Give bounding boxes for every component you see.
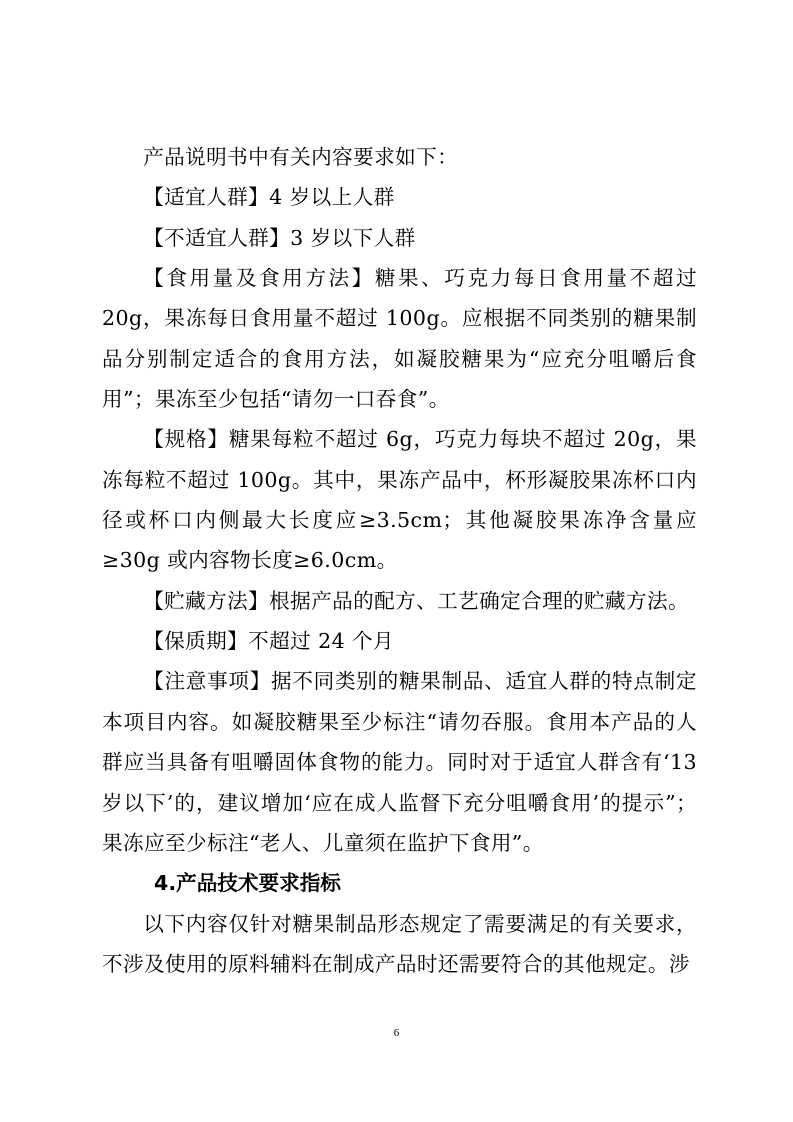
specification-paragraph: 【规格】糖果每粒不超过 6g，巧克力每块不超过 20g，果冻每粒不超过 100g。其中，果冻产品中，杯形凝胶果冻杯口内径或杯口内侧最大长度应≥3.5cm；其他凝胶果冻净含量应≥30g 或内容物长度≥6.0cm。 [102,427,697,573]
page-number: 6 [393,1027,400,1039]
unsuitable-population-paragraph: 【不适宜人群】3 岁以下人群 [143,225,416,250]
precautions-paragraph: 【注意事项】据不同类别的糖果制品、适宜人群的特点制定本项目内容。如凝胶糖果至少标注“请勿吞服。食用本产品的人群应当具备有咀嚼固体食物的能力。同时对于适宜人群含有‘13 岁以下’的，建议增加‘应在成人监督下充分咀嚼食用’的提示”；果冻应至少标注“老人、儿童须在监护下食用”。 [102,669,697,855]
page-body [102,137,697,984]
intro-paragraph: 产品说明书中有关内容要求如下： [143,145,459,169]
closing-paragraph: 以下内容仅针对糖果制品形态规定了需要满足的有关要求，不涉及使用的原料辅料在制成产品时还需要符合的其他规定。涉 [102,911,697,976]
dosage-method-paragraph: 【食用量及食用方法】糖果、巧克力每日食用量不超过 20g，果冻每日食用量不超过 100g。应根据不同类别的糖果制品分别制定适合的食用方法，如凝胶糖果为“应充分咀嚼后食用”；果冻至少包括“请勿一口吞食”。 [102,266,697,412]
suitable-population-paragraph: 【适宜人群】4 岁以上人群 [143,185,395,210]
section-heading: 4.产品技术要求指标 [154,871,341,896]
shelf-life-paragraph: 【保质期】不超过 24 个月 [143,629,395,654]
storage-method-paragraph: 【贮藏方法】根据产品的配方、工艺确定合理的贮藏方法。 [143,588,690,613]
